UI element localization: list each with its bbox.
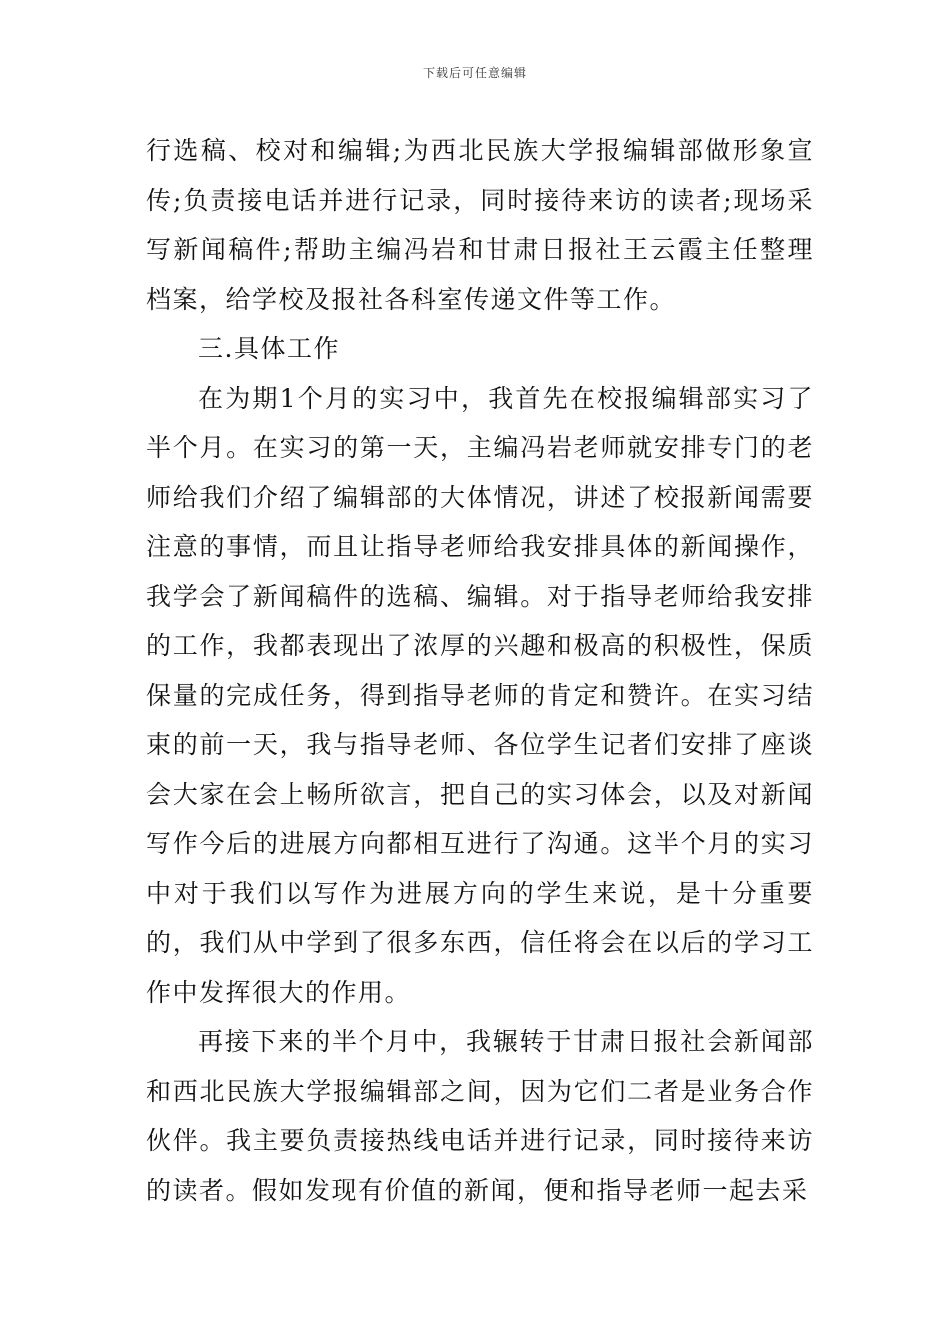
page-header: 下载后可任意编辑 — [422, 66, 527, 80]
document-body — [146, 126, 814, 1215]
paragraph-continued: 行选稿、校对和编辑;为西北民族大学报编辑部做形象宣传;负责接电话并进行记录，同时接待来访的读者;现场采写新闻稿件;帮助主编冯岩和甘肃日报社王云霞主任整理档案，给学校及报社各科室传递文件等工作。 — [146, 136, 814, 314]
paragraph-2: 再接下来的半个月中，我辗转于甘肃日报社会新闻部和西北民族大学报编辑部之间，因为它们二者是业务合作伙伴。我主要负责接热线电话并进行记录，同时接待来访的读者。假如发现有价值的新闻，便和指导老师一起去采 — [146, 1027, 814, 1205]
section-heading: 三.具体工作 — [198, 334, 340, 363]
paragraph-1: 在为期1个月的实习中，我首先在校报编辑部实习了半个月。在实习的第一天，主编冯岩老师就安排专门的老师给我们介绍了编辑部的大体情况，讲述了校报新闻需要注意的事情，而且让指导老师给我安排具体的新闻操作，我学会了新闻稿件的选稿、编辑。对于指导老师给我安排的工作，我都表现出了浓厚的兴趣和极高的积极性，保质保量的完成任务，得到指导老师的肯定和赞许。在实习结束的前一天，我与指导老师、各位学生记者们安排了座谈会大家在会上畅所欲言，把自己的实习体会，以及对新闻写作今后的进展方向都相互进行了沟通。这半个月的实习中对于我们以写作为进展方向的学生来说，是十分重要的，我们从中学到了很多东西，信任将会在以后的学习工作中发挥很大的作用。 — [146, 383, 814, 1007]
